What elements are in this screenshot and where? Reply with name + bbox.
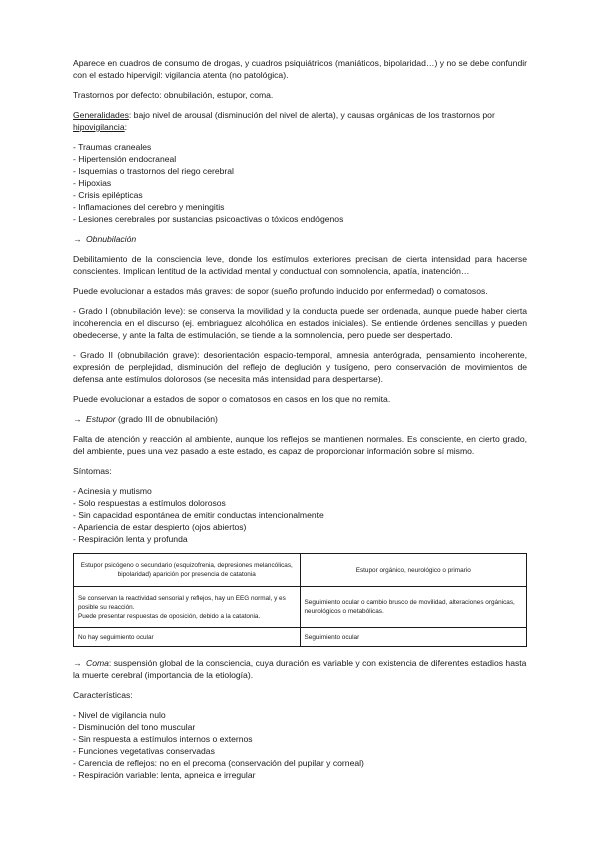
list-item: - Nivel de vigilancia nulo [73,709,527,721]
list-item: - Respiración lenta y profunda [73,533,527,545]
list-item: - Lesiones cerebrales por sustancias psicoactivas o tóxicos endógenos [73,213,527,225]
table-cell: Seguimiento ocular [300,628,527,647]
header-organic: Estupor orgánico, neurológico o primario [300,554,527,587]
estupor-subtitle: (grado III de obnubilación) [115,414,218,424]
list-item: - Acinesia y mutismo [73,485,527,497]
table-cell: No hay seguimiento ocular [74,628,301,647]
list-item: - Hipoxias [73,177,527,189]
grade-one-paragraph: - Grado I (obnubilación leve): se conserva la movilidad y la conducta puede ser ordenada, aunque puede haber cierta incoherencia en el discurso (ej. embriaguez alcohólica en estados iniciales). Se entiende órdenes sencillas y pueden obedecerse, y ante la falta de estimulación, se tiende a la somnolencia, pero puede ser despertado. [73,306,527,340]
disorders-summary: Trastornos por defecto: obnubilación, estupor, coma. [73,90,274,100]
obnubilacion-title: Obnubilación [85,234,137,244]
list-item: - Carencia de reflejos: no en el precoma (conservación del pupilar y corneal) [73,757,527,769]
evolution-note: Puede evolucionar a estados de sopor o comatosos en casos en los que no remita. [73,394,391,404]
estupor-title: Estupor [85,414,116,424]
list-item: - Respiración variable: lenta, apneica e irregular [73,769,527,781]
stupor-comparison-table [73,553,527,647]
list-item: - Funciones vegetativas conservadas [73,745,527,757]
list-item: - Sin respuesta a estímulos internos o externos [73,733,527,745]
hypovigilance-term: hipovigilancia [73,122,125,132]
table-header-row [74,554,527,587]
symptoms-list [73,485,527,545]
arrow-icon: → [73,658,82,668]
header-psychogenic-title: Estupor psicógeno o secundario [80,562,173,569]
generalities-text: : bajo nivel de arousal (disminución del nivel de alerta), y causas orgánicas de los trastornos por [128,110,495,120]
table-cell [74,587,301,628]
symptoms-label: Síntomas: [73,466,112,476]
list-item: - Hipertensión endocraneal [73,153,527,165]
generalities-label: Generalidades [73,110,129,120]
coma-text: : suspensión global de la consciencia, cuya duración es variable y con existencia de diferentes estadios hasta la muerte cerebral (importancia de la etiología). [73,658,527,680]
causes-list [73,141,527,225]
list-item: - Traumas craneales [73,141,527,153]
list-item: - Apariencia de estar despierto (ojos abiertos) [73,521,527,533]
list-item: - Isquemias o trastornos del riego cerebral [73,165,527,177]
characteristics-list [73,709,527,781]
coma-title: Coma [85,658,109,668]
arrow-icon: → [73,234,82,244]
obnubilacion-heading [73,233,527,245]
generalities-colon: : [124,122,127,132]
header-psychogenic-detail: (esquizofrenia, depresiones melancólicas, bipolaridad) aparición por presencia de catatonia [117,562,293,578]
list-item: - Disminución del tono muscular [73,721,527,733]
obnubilacion-definition: Debilitamiento de la consciencia leve, donde los estímulos exteriores precisan de cierta intensidad para hacerse conscientes. Implican lentitud de la actividad mental y conductual con somnolencia, apatía, inatención… [73,254,527,276]
characteristics-label: Características: [73,690,133,700]
list-item: - Crisis epilépticas [73,189,527,201]
cell-line: Puede presentar respuestas de oposición, debido a la catatonia. [78,612,261,620]
grade-two-paragraph: - Grado II (obnubilación grave): desorientación espacio-temporal, amnesia anterógrada, pensamiento incoherente, expresión de perplejidad, disminución del reflejo de deglución y tusígeno, pero conservación de movimientos de defensa ante estímulos dolorosos (se necesita más intensidad para despertarse). [73,350,527,384]
coma-paragraph [73,657,527,681]
cell-line: Se conservan la reactividad sensorial y reflejos, hay un EEG normal, y es posible su reacción. [78,594,286,611]
intro-paragraph: Aparece en cuadros de consumo de drogas, y cuadros psiquiátricos (maniáticos, bipolaridad…) y no se debe confundir con el estado hipervigil: vigilancia atenta (no patológica). [73,58,527,80]
header-psychogenic [74,554,301,587]
obnubilacion-evolution: Puede evolucionar a estados más graves: de sopor (sueño profundo inducido por enfermedad) o comatosos. [73,286,488,296]
list-item: - Sin capacidad espontánea de emitir conductas intencionalmente [73,509,527,521]
estupor-heading [73,413,527,425]
table-row [74,628,527,647]
table-cell: Seguimiento ocular o cambio brusco de movilidad, alteraciones orgánicas, neurológicos o metabólicas. [300,587,527,628]
list-item: - Inflamaciones del cerebro y meningitis [73,201,527,213]
list-item: - Solo respuestas a estímulos dolorosos [73,497,527,509]
table-row [74,587,527,628]
generalities-paragraph [73,109,527,133]
estupor-definition: Falta de atención y reacción al ambiente, aunque los reflejos se mantienen normales. Es consciente, en cierto grado, del ambiente, pues una vez pasado a este estado, es capaz de proporcionar información sobre sí mismo. [73,434,527,456]
arrow-icon: → [73,414,82,424]
